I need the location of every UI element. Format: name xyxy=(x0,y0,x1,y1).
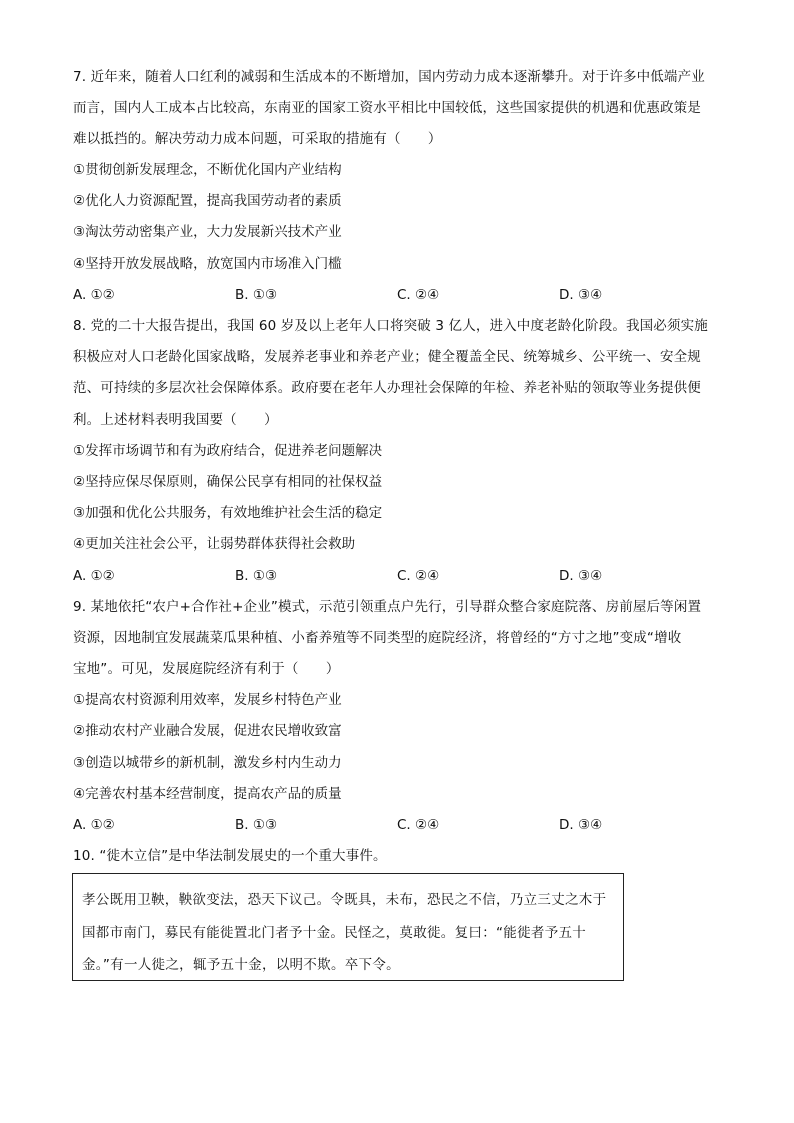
question-stem-line: 9. 某地依托“农户+合作社+企业”模式，示范引领重点户先行，引导群众整合家庭院落、房前屋后等闲置 xyxy=(73,599,702,615)
option-d[interactable]: D. ③④ xyxy=(559,287,603,303)
option-b[interactable]: B. ①③ xyxy=(235,568,278,584)
option-c[interactable]: C. ②④ xyxy=(397,817,440,833)
option-a[interactable]: A. ①② xyxy=(73,287,115,303)
option-a[interactable]: A. ①② xyxy=(73,817,115,833)
option-d[interactable]: D. ③④ xyxy=(559,817,603,833)
option-b[interactable]: B. ①③ xyxy=(235,287,278,303)
statement-item: ②坚持应保尽保原则，确保公民享有相同的社保权益 xyxy=(73,474,383,490)
answer-options xyxy=(73,285,733,305)
statement-item: ③创造以城带乡的新机制，激发乡村内生动力 xyxy=(73,755,342,771)
option-c[interactable]: C. ②④ xyxy=(397,287,440,303)
statement-item: ④坚持开放发展战略，放宽国内市场准入门槛 xyxy=(73,256,342,272)
statement-item: ①贯彻创新发展理念，不断优化国内产业结构 xyxy=(73,162,342,178)
quote-box xyxy=(72,873,624,981)
question-stem-line: 10. “徙木立信”是中华法制发展史的一个重大事件。 xyxy=(73,848,387,864)
question-stem-line: 而言，国内人工成本占比较高，东南亚的国家工资水平相比中国较低，这些国家提供的机遇和优惠政策是 xyxy=(73,100,701,116)
question-stem-line: 8. 党的二十大报告提出，我国 60 岁及以上老年人口将突破 3 亿人，进入中度老龄化阶段。我国必须实施 xyxy=(73,318,708,334)
option-d[interactable]: D. ③④ xyxy=(559,568,603,584)
answer-options xyxy=(73,815,733,835)
question-stem-line: 难以抵挡的。解决劳动力成本问题，可采取的措施有（ ） xyxy=(73,131,442,147)
quote-line: 金。”有一人徙之，辄予五十金，以明不欺。卒下令。 xyxy=(82,957,400,973)
question-stem-line: 范、可持续的多层次社会保障体系。政府要在老年人办理社会保障的年检、养老补贴的领取等业务提供便 xyxy=(73,380,701,396)
statement-item: ④更加关注社会公平，让弱势群体获得社会救助 xyxy=(73,536,356,552)
question-stem-line: 资源，因地制宜发展蔬菜瓜果种植、小畜养殖等不同类型的庭院经济，将曾经的“方寸之地”变成“增收 xyxy=(73,630,682,646)
statement-item: ②推动农村产业融合发展，促进农民增收致富 xyxy=(73,723,342,739)
question-stem-line: 积极应对人口老龄化国家战略，发展养老事业和养老产业；健全覆盖全民、统筹城乡、公平统一、安全规 xyxy=(73,349,701,365)
statement-item: ③淘汰劳动密集产业，大力发展新兴技术产业 xyxy=(73,224,342,240)
option-c[interactable]: C. ②④ xyxy=(397,568,440,584)
statement-item: ①提高农村资源利用效率，发展乡村特色产业 xyxy=(73,692,342,708)
option-a[interactable]: A. ①② xyxy=(73,568,115,584)
statement-item: ③加强和优化公共服务，有效地维护社会生活的稳定 xyxy=(73,505,383,521)
statement-item: ②优化人力资源配置，提高我国劳动者的素质 xyxy=(73,193,342,209)
answer-options xyxy=(73,566,733,586)
statement-item: ①发挥市场调节和有为政府结合，促进养老问题解决 xyxy=(73,443,383,459)
quote-line: 国都市南门，募民有能徙置北门者予十金。民怪之，莫敢徙。复曰：“能徙者予五十 xyxy=(82,925,587,941)
statement-item: ④完善农村基本经营制度，提高农产品的质量 xyxy=(73,786,342,802)
question-stem-line: 利。上述材料表明我国要（ ） xyxy=(73,412,278,428)
question-stem-line: 宝地”。可见，发展庭院经济有利于（ ） xyxy=(73,661,340,677)
quote-line: 孝公既用卫鞅，鞅欲变法，恐天下议己。令既具，未布，恐民之不信，乃立三丈之木于 xyxy=(82,892,607,908)
option-b[interactable]: B. ①③ xyxy=(235,817,278,833)
question-stem-line: 7. 近年来，随着人口红利的减弱和生活成本的不断增加，国内劳动力成本逐渐攀升。对于许多中低端产业 xyxy=(73,69,705,85)
